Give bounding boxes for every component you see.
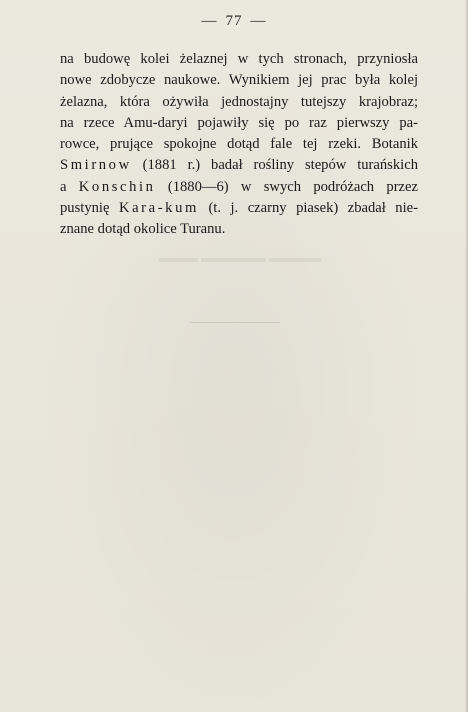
page-number-dash-right: —: [250, 13, 267, 29]
text-line-rest: (1880—6) w swych podróżach przez: [167, 178, 418, 195]
text-line-karakum: [60, 198, 418, 219]
page-number-value: 77: [225, 13, 243, 29]
text-line: żelazna, która ożywiła jednostajny tutejszy krajobraz;: [60, 93, 418, 110]
text-line-smirnow: [60, 155, 418, 176]
page-number: [0, 13, 468, 30]
text-line: na rzece Amu-daryi pojawiły się po raz pierwszy pa-: [60, 114, 418, 131]
text-line-konschin: [60, 177, 418, 198]
place-karakum: Kara-kum: [118, 200, 199, 217]
name-smirnow: Smirnow: [60, 157, 132, 174]
text-line-start: pustynię: [60, 200, 110, 217]
prefix-a: a: [60, 178, 67, 195]
body-paragraph: [60, 49, 418, 241]
text-line-last: znane dotąd okolice Turanu.: [60, 221, 226, 238]
show-through-heading: ▬▬▬ ▬▬▬▬▬ ▬▬▬▬: [158, 250, 322, 265]
text-line-rest: (1881 r.) badał rośliny stepów turańskich: [142, 157, 418, 174]
text-line: rowce, prujące spokojne dotąd fale tej rzeki. Botanik: [60, 136, 418, 153]
text-line: nowe zdobycze naukowe. Wynikiem jej prac była kolej: [60, 72, 418, 89]
text-line-rest: (t. j. czarny piasek) zbadał nie-: [208, 200, 418, 217]
page-number-dash-left: —: [201, 13, 218, 29]
name-konschin: Konschin: [78, 178, 156, 195]
text-line: na budowę kolei żelaznej w tych stronach, przyniosła: [60, 51, 418, 67]
show-through-rule: [190, 322, 280, 323]
